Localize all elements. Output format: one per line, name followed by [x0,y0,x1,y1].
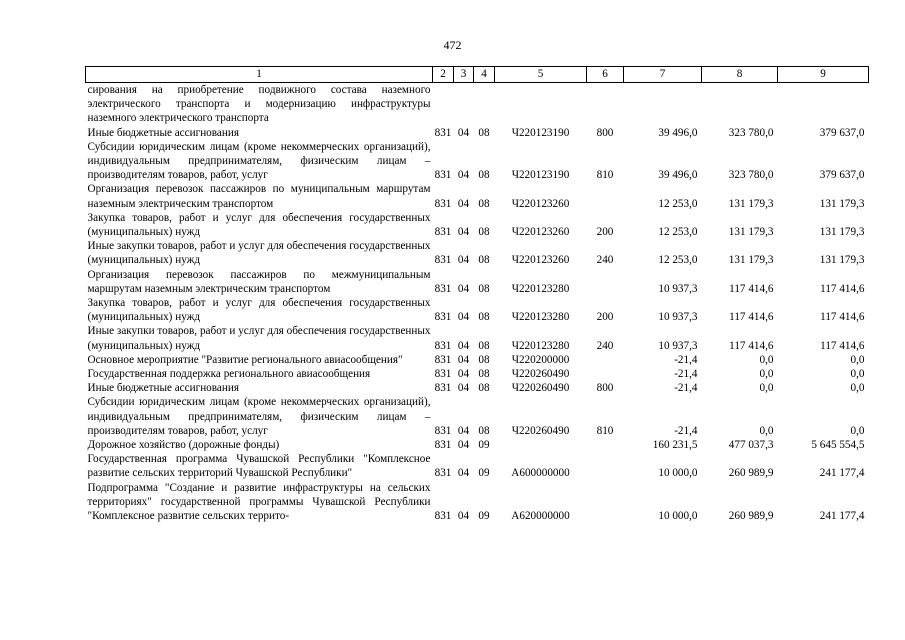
row-cell-col-5: Ч220123190 [511,126,570,139]
row-description: Иные бюджетные ассигнования [87,126,239,139]
row-cell-col-4: 09 [478,439,490,452]
row-cell-col-8: 477 037,3 [728,439,774,452]
row-cell-col-7: 10 937,3 [658,311,698,324]
row-description: Субсидии юридическим лицам (кроме некоммерческих организаций), индивидуальным предпринимателям, физическим лицам – производителям товаров, работ, услуг [87,396,431,437]
col-header-8: 8 [702,67,778,83]
row-cell-col-6: 240 [596,254,614,267]
row-cell-col-7: 10 000,0 [658,467,698,480]
row-cell-col-5: Ч220200000 [511,353,570,366]
row-cell-col-9: 241 177,4 [819,467,865,480]
row-cell-col-6 [587,452,624,480]
row-cell-col-7: 10 937,3 [658,339,698,352]
row-cell-col-3 [454,83,474,126]
col-header-4: 4 [474,67,495,83]
row-cell-col-9: 0,0 [850,382,865,395]
table-row [86,83,869,126]
row-cell-col-7: 12 253,0 [658,254,698,267]
row-cell-col-8: 131 179,3 [728,226,774,239]
row-cell-col-4: 08 [478,126,490,139]
row-description: Организация перевозок пассажиров по межмуниципальным маршрутам наземным электрическим транспортом [87,268,431,295]
table-row [86,367,869,381]
row-cell-col-7: 12 253,0 [658,226,698,239]
row-description: Государственная поддержка регионального авиасообщения [87,368,371,381]
row-cell-col-8: 131 179,3 [728,197,774,210]
row-cell-col-9: 117 414,6 [820,339,865,352]
table-row [86,353,869,367]
row-cell-col-8: 117 414,6 [729,339,774,352]
row-description: Дорожное хозяйство (дорожные фонды) [87,439,280,452]
row-cell-col-6 [587,353,624,367]
row-cell-col-6 [587,367,624,381]
table-row [86,438,869,452]
budget-table [85,66,869,523]
row-cell-col-4: 08 [478,311,490,324]
row-cell-col-9: 241 177,4 [819,510,865,523]
row-cell-col-6 [587,481,624,524]
row-cell-col-6 [587,268,624,296]
col-header-3: 3 [454,67,474,83]
row-cell-col-6: 200 [596,311,614,324]
row-cell-col-9: 131 179,3 [819,254,865,267]
table-row [86,381,869,395]
row-cell-col-7: -21,4 [674,382,698,395]
row-cell-col-3: 04 [457,368,470,381]
row-cell-col-5: Ч220123280 [511,311,570,324]
row-cell-col-4 [474,83,495,126]
row-cell-col-4: 09 [478,510,490,523]
row-cell-col-3: 04 [457,282,470,295]
row-cell-col-5: А600000000 [511,467,570,480]
row-cell-col-2: 831 [434,467,452,480]
row-cell-col-4: 08 [478,382,490,395]
header-row [86,67,869,83]
row-cell-col-2: 831 [434,126,452,139]
row-cell-col-6: 240 [596,339,614,352]
row-cell-col-4: 08 [478,169,490,182]
row-cell-col-7: 12 253,0 [658,197,698,210]
row-cell-col-2: 831 [434,197,452,210]
table-row [86,324,869,352]
row-cell-col-3: 04 [457,197,470,210]
row-cell-col-4: 08 [478,353,490,366]
row-description: сирования на приобретение подвижного состава наземного электрического транспорта и модернизацию инфраструктуры наземного электрического транспорта [87,84,431,125]
row-cell-col-2: 831 [434,353,452,366]
row-description: Закупка товаров, работ и услуг для обеспечения государственных (муниципальных) нужд [87,297,431,324]
row-cell-col-9: 117 414,6 [820,311,865,324]
row-cell-col-7: 160 231,5 [652,439,698,452]
row-cell-col-8: 260 989,9 [728,510,774,523]
row-cell-col-4: 08 [478,368,490,381]
row-description: Иные бюджетные ассигнования [87,382,239,395]
row-cell-col-5: Ч220260490 [511,424,570,437]
page-number: 472 [443,38,462,52]
row-cell-col-2: 831 [434,226,452,239]
col-header-5: 5 [495,67,587,83]
row-cell-col-6: 810 [596,169,614,182]
table-row [86,239,869,267]
row-cell-col-9: 379 637,0 [819,169,865,182]
row-cell-col-4: 08 [478,226,490,239]
row-cell-col-5: Ч220123260 [511,254,570,267]
row-cell-col-8: 131 179,3 [728,254,774,267]
col-header-2: 2 [433,67,454,83]
row-cell-col-8: 323 780,0 [728,126,774,139]
col-header-1: 1 [86,67,433,83]
row-cell-col-8: 0,0 [759,353,774,366]
row-cell-col-2: 831 [434,311,452,324]
row-cell-col-6 [587,182,624,210]
row-description: Подпрограмма "Создание и развитие инфраструктуры на сельских территориях" государственной программы Чувашской Республики "Комплексное развитие сельских террито- [87,481,431,523]
row-cell-col-9: 379 637,0 [819,126,865,139]
table-row [86,481,869,524]
row-cell-col-4: 08 [478,424,490,437]
row-cell-col-5: Ч220123260 [511,226,570,239]
row-cell-col-5: Ч220123280 [511,339,570,352]
row-cell-col-3: 04 [457,311,470,324]
row-cell-col-2: 831 [434,439,452,452]
row-cell-col-3: 04 [457,169,470,182]
row-cell-col-2: 831 [434,382,452,395]
row-cell-col-8: 0,0 [759,368,774,381]
row-cell-col-5 [495,438,587,452]
row-cell-col-3: 04 [457,353,470,366]
table-body [86,83,869,524]
row-cell-col-3: 04 [457,467,470,480]
col-header-7: 7 [624,67,702,83]
row-cell-col-2: 831 [434,424,452,437]
row-cell-col-6: 810 [596,424,614,437]
row-cell-col-2: 831 [434,282,452,295]
row-cell-col-7: -21,4 [674,424,698,437]
row-cell-col-2: 831 [434,368,452,381]
row-cell-col-7: 10 000,0 [658,510,698,523]
row-cell-col-8 [702,83,778,126]
row-cell-col-5: Ч220123280 [511,282,570,295]
row-cell-col-2 [433,83,454,126]
table-row [86,452,869,480]
row-cell-col-3: 04 [457,126,470,139]
row-description: Иные закупки товаров, работ и услуг для обеспечения государственных (муниципальных) нужд [87,240,431,267]
row-cell-col-6: 200 [596,226,614,239]
table-row [86,126,869,140]
row-cell-col-3: 04 [457,226,470,239]
row-cell-col-2: 831 [434,169,452,182]
row-cell-col-9 [778,83,869,126]
row-cell-col-4: 09 [478,467,490,480]
table-row [86,395,869,438]
table-row [86,140,869,183]
row-cell-col-4: 08 [478,282,490,295]
row-cell-col-8: 117 414,6 [729,311,774,324]
row-cell-col-9: 117 414,6 [820,282,865,295]
table-row [86,268,869,296]
row-cell-col-4: 08 [478,197,490,210]
row-cell-col-3: 04 [457,382,470,395]
row-cell-col-5: Ч220260490 [511,382,570,395]
table-row [86,211,869,239]
row-cell-col-2: 831 [434,254,452,267]
row-cell-col-5: А620000000 [511,510,570,523]
row-cell-col-6: 800 [596,126,614,139]
row-cell-col-2: 831 [434,339,452,352]
row-cell-col-7 [624,83,702,126]
table-row [86,182,869,210]
row-cell-col-9: 0,0 [850,368,865,381]
row-cell-col-6 [587,438,624,452]
row-cell-col-7: 10 937,3 [658,282,698,295]
row-cell-col-8: 323 780,0 [728,169,774,182]
col-header-9: 9 [778,67,869,83]
row-cell-col-9: 131 179,3 [819,197,865,210]
row-description: Иные закупки товаров, работ и услуг для обеспечения государственных (муниципальных) нужд [87,325,431,352]
row-cell-col-7: -21,4 [674,368,698,381]
row-cell-col-6 [587,83,624,126]
row-cell-col-5 [495,83,587,126]
row-cell-col-7: 39 496,0 [658,169,698,182]
row-cell-col-7: 39 496,0 [658,126,698,139]
row-description: Закупка товаров, работ и услуг для обеспечения государственных (муниципальных) нужд [87,211,431,239]
row-cell-col-6: 800 [596,382,614,395]
row-description: Субсидии юридическим лицам (кроме некоммерческих организаций), индивидуальным предпринимателям, физическим лицам – производителям товаров, работ, услуг [87,140,431,182]
row-cell-col-4: 08 [478,254,490,267]
row-cell-col-2: 831 [434,510,452,523]
row-cell-col-9: 5 645 554,5 [811,439,865,452]
row-cell-col-9: 0,0 [850,353,865,366]
row-description: Основное мероприятие "Развитие регионального авиасообщения" [87,353,403,366]
row-cell-col-7: -21,4 [674,353,698,366]
row-cell-col-3: 04 [457,439,470,452]
row-cell-col-5: Ч220260490 [511,368,570,381]
row-cell-col-8: 0,0 [759,382,774,395]
row-cell-col-4: 08 [478,339,490,352]
row-cell-col-5: Ч220123190 [511,169,570,182]
row-cell-col-8: 117 414,6 [729,282,774,295]
row-description: Государственная программа Чувашской Республики "Комплексное развитие сельских территорий Чувашской Республики" [87,453,431,480]
row-description: Организация перевозок пассажиров по муниципальным маршрутам наземным электрическим транспортом [87,183,431,210]
row-cell-col-3: 04 [457,339,470,352]
row-cell-col-3: 04 [457,424,470,437]
row-cell-col-3: 04 [457,254,470,267]
row-cell-col-9: 131 179,3 [819,226,865,239]
col-header-6: 6 [587,67,624,83]
row-cell-col-5: Ч220123260 [511,197,570,210]
row-cell-col-9: 0,0 [850,424,865,437]
row-cell-col-8: 260 989,9 [728,467,774,480]
table-row [86,296,869,324]
row-cell-col-8: 0,0 [759,424,774,437]
row-cell-col-3: 04 [457,510,470,523]
